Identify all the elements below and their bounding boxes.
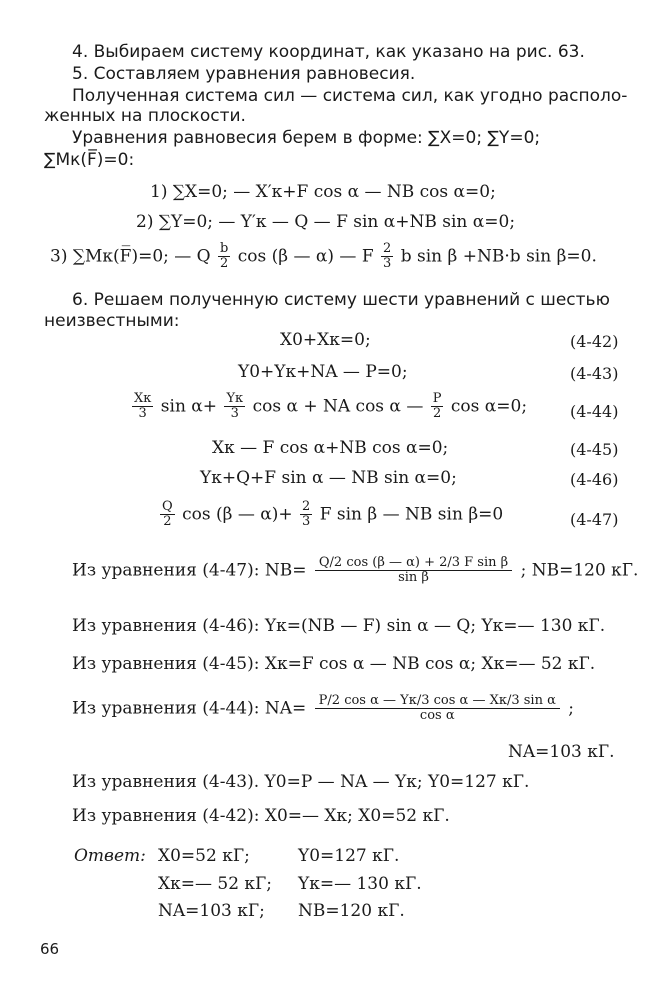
equation-number-4-46: (4-46) bbox=[570, 470, 619, 489]
equation-4-43: Y0+Yк+NA — P=0; bbox=[238, 362, 408, 382]
paragraph-1-line-2: женных на плоскости. bbox=[44, 106, 246, 126]
solution-na-result: NA=103 кГ. bbox=[508, 742, 615, 762]
answer-xk: Xк=— 52 кГ; bbox=[158, 874, 273, 894]
solution-4-47: Из уравнения (4-47): NB= $\frac{\text{Q/2 cos (β — α) + 2/3 F sin β}}{\text{sin β}}$ ; NB=120 кГ. bbox=[72, 555, 639, 586]
fraction-b-over-2: $\frac{b}{2}$ bbox=[220, 241, 229, 272]
equation-number-4-42: (4-42) bbox=[570, 332, 619, 351]
paragraph-2-line-1: Уравнения равновесия берем в форме: ∑X=0; ∑Y=0; bbox=[72, 128, 541, 148]
fraction-na-expression: $\frac{\text{P/2 cos α — Yк/3 cos α — Xк/3 sin α}}{\text{cos α}}$ bbox=[315, 694, 560, 724]
paragraph-1-line-1: Полученная система сил — система сил, как угодно располо- bbox=[72, 86, 628, 106]
equation-number-4-44: (4-44) bbox=[570, 402, 619, 421]
fraction-yk-over-3: $\frac{Yк}{3}$ bbox=[226, 391, 244, 422]
equation-number-4-43: (4-43) bbox=[570, 364, 619, 383]
answer-label: Ответ: bbox=[74, 846, 146, 866]
solution-4-46: Из уравнения (4-46): Yк=(NB — F) sin α — Q; Yк=— 130 кГ. bbox=[72, 616, 606, 636]
equation-number-4-45: (4-45) bbox=[570, 440, 619, 459]
answer-na: NA=103 кГ; bbox=[158, 901, 265, 921]
answer-yk: Yк=— 130 кГ. bbox=[298, 874, 422, 894]
equilibrium-eq-2: 2) ∑Y=0; — Y′к — Q — F sin α+NB sin α=0; bbox=[136, 212, 516, 232]
paragraph-2-line-2: ∑Mк(F̅)=0: bbox=[44, 150, 135, 170]
fraction-2-over-3-b: $\frac{2}{3}$ bbox=[302, 499, 311, 530]
item-6-line-1: 6. Решаем полученную систему шести уравнений с шестью bbox=[72, 290, 610, 310]
solution-4-44: Из уравнения (4-44): NA= $\frac{\text{P/2 cos α — Yк/3 cos α — Xк/3 sin α}}{\text{cos α}}$ ; bbox=[72, 693, 575, 724]
page-number: 66 bbox=[40, 940, 60, 958]
item-5-text: 5. Составляем уравнения равновесия. bbox=[72, 64, 416, 84]
equilibrium-eq-1: 1) ∑X=0; — X′к+F cos α — NB cos α=0; bbox=[150, 182, 496, 202]
fraction-q-over-2: $\frac{Q}{2}$ bbox=[162, 499, 173, 530]
equation-4-47: $\frac{Q}{2}$ cos (β — α)+ $\frac{2}{3}$ F sin β — NB sin β=0 bbox=[162, 499, 504, 530]
answer-x0: X0=52 кГ; bbox=[158, 846, 250, 866]
fraction-p-over-2: $\frac{P}{2}$ bbox=[432, 391, 442, 422]
answer-nb: NB=120 кГ. bbox=[298, 901, 405, 921]
equation-4-46: Yк+Q+F sin α — NB sin α=0; bbox=[200, 468, 457, 488]
fraction-xk-over-3: $\frac{Xк}{3}$ bbox=[134, 391, 152, 422]
solution-4-43: Из уравнения (4-43). Y0=P — NA — Yк; Y0=127 кГ. bbox=[72, 772, 530, 792]
equation-4-42: X0+Xк=0; bbox=[280, 330, 371, 350]
equation-number-4-47: (4-47) bbox=[570, 510, 619, 529]
solution-4-45: Из уравнения (4-45): Xк=F cos α — NB cos α; Xк=— 52 кГ. bbox=[72, 654, 596, 674]
solution-4-42: Из уравнения (4-42): X0=— Xк; X0=52 кГ. bbox=[72, 806, 450, 826]
equation-4-45: Xк — F cos α+NB cos α=0; bbox=[212, 438, 449, 458]
item-6-line-2: неизвестными: bbox=[44, 311, 180, 331]
fraction-nb-expression: $\frac{\text{Q/2 cos (β — α) + 2/3 F sin β}}{\text{sin β}}$ bbox=[315, 556, 512, 586]
item-4-text: 4. Выбираем систему координат, как указано на рис. 63. bbox=[72, 42, 585, 62]
equilibrium-eq-3: 3) ∑Mк(F̅)=0; — Q $\frac{b}{2}$ cos (β — α) — F $\frac{2}{3}$ b sin β +NB·b sin β=0. bbox=[50, 241, 597, 272]
equation-4-44: $\frac{Xк}{3}$ sin α+ $\frac{Yк}{3}$ cos α + NA cos α — $\frac{P}{2}$ cos α=0; bbox=[134, 391, 528, 422]
fraction-2-over-3: $\frac{2}{3}$ bbox=[383, 241, 392, 272]
answer-y0: Y0=127 кГ. bbox=[298, 846, 400, 866]
